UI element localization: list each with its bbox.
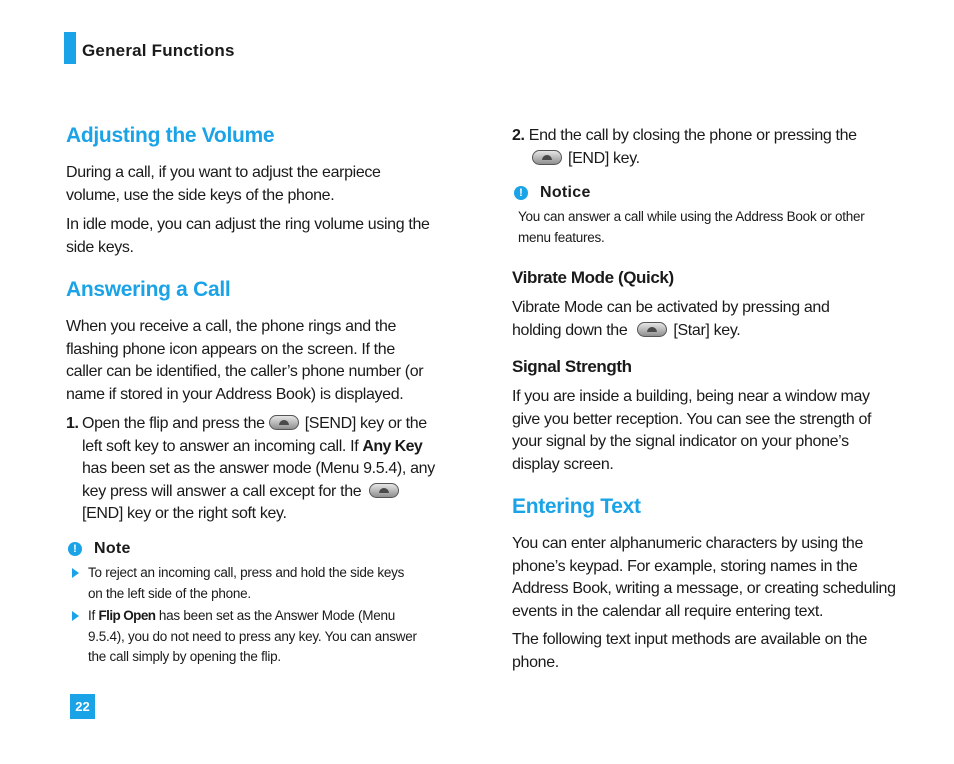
text-line: name if stored in your Address Book) is displayed. bbox=[66, 385, 404, 403]
text-line: In idle mode, you can adjust the ring volume using the bbox=[66, 216, 430, 233]
note-bullet-1 bbox=[88, 563, 458, 604]
text-fragment: If bbox=[88, 608, 96, 623]
text-line: phone. bbox=[512, 653, 559, 671]
text-line: on the left side of the phone. bbox=[88, 585, 251, 601]
text-line bbox=[512, 125, 922, 148]
text-fragment: Open the flip and press the bbox=[82, 415, 265, 432]
heading-entering-text: Entering Text bbox=[512, 495, 641, 518]
text-line: menu features. bbox=[518, 229, 605, 245]
bullet-arrow-icon bbox=[72, 568, 79, 578]
text-line: phone’s keypad. For example, storing names in the bbox=[512, 557, 858, 575]
text-line bbox=[82, 436, 466, 459]
step-1 bbox=[66, 413, 466, 526]
text-line: give you better reception. You can see the strength of bbox=[512, 410, 872, 428]
text-line bbox=[512, 320, 922, 343]
text-line bbox=[88, 606, 458, 627]
text-line: display screen. bbox=[512, 455, 614, 473]
text-line: If you are inside a building, being near a window may bbox=[512, 388, 870, 405]
section-marker-bar bbox=[64, 32, 76, 64]
step-2 bbox=[512, 125, 922, 170]
text-line bbox=[82, 413, 466, 436]
text-line: caller can be identified, the caller’s phone number (or bbox=[66, 363, 424, 380]
text-line: [END] key or the right soft key. bbox=[82, 505, 287, 522]
text-line: flashing phone icon appears on the screen. If the bbox=[66, 340, 395, 358]
notice-alert-icon: ! bbox=[514, 186, 528, 200]
text-fragment: has been set as the Answer Mode (Menu bbox=[158, 608, 396, 623]
heading-answering-call: Answering a Call bbox=[66, 278, 231, 301]
text-line: your signal by the signal indicator on your phone’s bbox=[512, 433, 849, 450]
heading-vibrate-mode: Vibrate Mode (Quick) bbox=[512, 268, 674, 287]
text-line: Vibrate Mode can be activated by pressing and bbox=[512, 299, 830, 316]
entering-paragraph-2 bbox=[512, 629, 932, 674]
notice-label: Notice bbox=[540, 184, 591, 201]
text-line: When you receive a call, the phone rings and the bbox=[66, 318, 397, 335]
text-line: the call simply by opening the flip. bbox=[88, 649, 281, 664]
any-key-term: Any Key bbox=[362, 437, 423, 455]
text-line: During a call, if you want to adjust the earpiece bbox=[66, 164, 381, 181]
bullet-arrow-icon bbox=[72, 611, 79, 621]
text-line: 9.5.4), you do not need to press any key. You can answer bbox=[88, 628, 417, 644]
text-fragment: [Star] key. bbox=[673, 321, 741, 339]
text-line bbox=[530, 148, 922, 171]
send-key-icon bbox=[269, 415, 299, 430]
adjusting-paragraph-1 bbox=[66, 162, 466, 207]
text-line: Address Book, writing a message, or creating scheduling bbox=[512, 580, 896, 597]
notice-text bbox=[518, 207, 918, 248]
text-line: side keys. bbox=[66, 238, 134, 256]
entering-paragraph-1 bbox=[512, 533, 932, 623]
text-fragment: holding down the bbox=[512, 321, 628, 339]
page-number: 22 bbox=[70, 694, 95, 719]
text-line: You can enter alphanumeric characters by using the bbox=[512, 535, 864, 552]
text-fragment: End the call by closing the phone or pressing the bbox=[528, 127, 857, 144]
heading-adjusting-volume: Adjusting the Volume bbox=[66, 124, 275, 147]
text-line bbox=[82, 481, 466, 504]
note-bullet-2 bbox=[88, 606, 458, 668]
heading-signal-strength: Signal Strength bbox=[512, 357, 632, 376]
adjusting-paragraph-2 bbox=[66, 214, 466, 259]
text-line: has been set as the answer mode (Menu 9.5.4), any bbox=[82, 460, 435, 477]
text-line: To reject an incoming call, press and hold the side keys bbox=[88, 565, 405, 580]
note-alert-icon: ! bbox=[68, 542, 82, 556]
text-fragment: [END] key. bbox=[568, 149, 640, 167]
signal-paragraph bbox=[512, 386, 922, 476]
text-fragment: [SEND] key or the bbox=[304, 415, 427, 432]
text-fragment: left soft key to answer an incoming call. If bbox=[82, 437, 359, 455]
note-label: Note bbox=[94, 540, 131, 557]
star-key-icon bbox=[637, 322, 667, 337]
step-number: 1. bbox=[66, 415, 79, 432]
vibrate-paragraph bbox=[512, 297, 922, 342]
step-number: 2. bbox=[512, 127, 525, 144]
section-title: General Functions bbox=[82, 41, 235, 60]
text-line: volume, use the side keys of the phone. bbox=[66, 186, 335, 204]
text-line: The following text input methods are available on the bbox=[512, 631, 868, 648]
text-line: You can answer a call while using the Address Book or other bbox=[518, 209, 865, 224]
flip-open-term: Flip Open bbox=[98, 608, 156, 623]
end-key-icon bbox=[369, 483, 399, 498]
text-fragment: key press will answer a call except for the bbox=[82, 482, 362, 500]
answering-paragraph bbox=[66, 316, 466, 406]
text-line: events in the calendar all require entering text. bbox=[512, 602, 824, 620]
end-key-icon bbox=[532, 150, 562, 165]
